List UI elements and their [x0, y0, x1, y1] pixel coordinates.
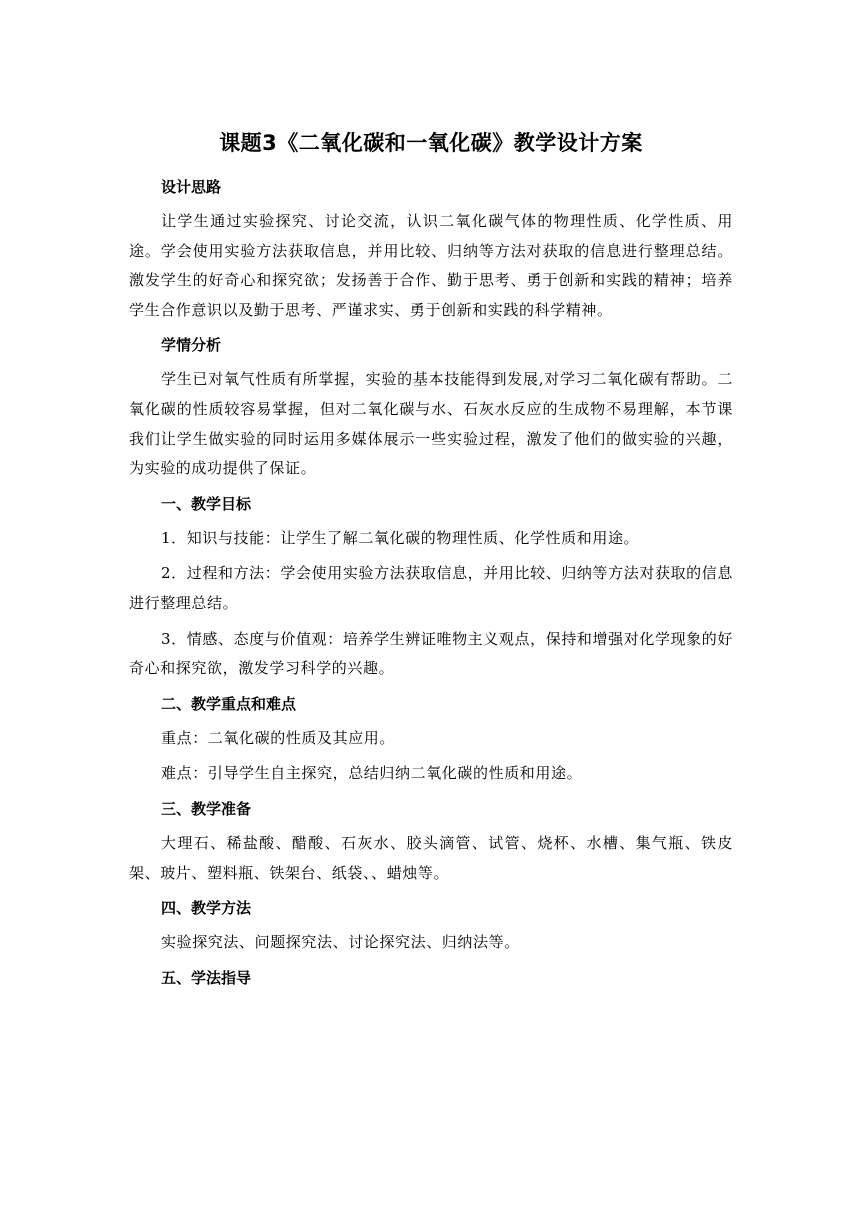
document-title: 课题3《二氧化碳和一氧化碳》教学设计方案 [219, 131, 643, 155]
document-page [129, 128, 733, 998]
goal-item-attitude: 3．情感、态度与价值观：培养学生辨证唯物主义观点，保持和增强对化学现象的好奇心和探究欲，激发学习科学的兴趣。 [129, 629, 733, 678]
key-point-line: 重点：二氧化碳的性质及其应用。 [161, 728, 396, 747]
section-heading-preparation: 三、教学准备 [161, 799, 252, 818]
section-heading-design-idea: 设计思路 [161, 178, 222, 196]
section-heading-teaching-goals: 一、教学目标 [161, 494, 252, 513]
section-heading-key-points: 二、教学重点和难点 [161, 694, 297, 713]
section-heading-student-analysis: 学情分析 [161, 336, 222, 355]
section-heading-methods: 四、教学方法 [161, 899, 252, 918]
section-heading-learning-guide: 五、学法指导 [161, 968, 252, 987]
difficulty-line: 难点：引导学生自主探究，总结归纳二氧化碳的性质和用途。 [161, 764, 583, 783]
paragraph-design-idea: 让学生通过实验探究、讨论交流，认识二氧化碳气体的物理性质、化学性质、用途。学会使用实验方法获取信息，并用比较、归纳等方法对获取的信息进行整理总结。激发学生的好奇心和探究欲；发扬善于合作、勤于思考、勇于创新和实践的精神；培养学生合作意识以及勤于思考、严谨求实、勇于创新和实践的科学精神。 [129, 212, 733, 319]
methods-line: 实验探究法、问题探究法、讨论探究法、归纳法等。 [161, 933, 520, 952]
goal-item-process: 2．过程和方法：学会使用实验方法获取信息，并用比较、归纳等方法对获取的信息进行整理总结。 [129, 564, 733, 612]
goal-item-knowledge: 1．知识与技能：让学生了解二氧化碳的物理性质、化学性质和用途。 [161, 528, 640, 547]
paragraph-preparation: 大理石、稀盐酸、醋酸、石灰水、胶头滴管、试管、烧杯、水槽、集气瓶、铁皮架、玻片、塑料瓶、铁架台、纸袋、、蜡烛等。 [129, 833, 733, 882]
paragraph-student-analysis: 学生已对氧气性质有所掌握，实验的基本技能得到发展,对学习二氧化碳有帮助。二氧化碳的性质较容易掌握，但对二氧化碳与水、石灰水反应的生成物不易理解，本节课我们让学生做实验的同时运用多媒体展示一些实验过程，激发了他们的做实验的兴趣，为实验的成功提供了保证。 [129, 370, 733, 478]
